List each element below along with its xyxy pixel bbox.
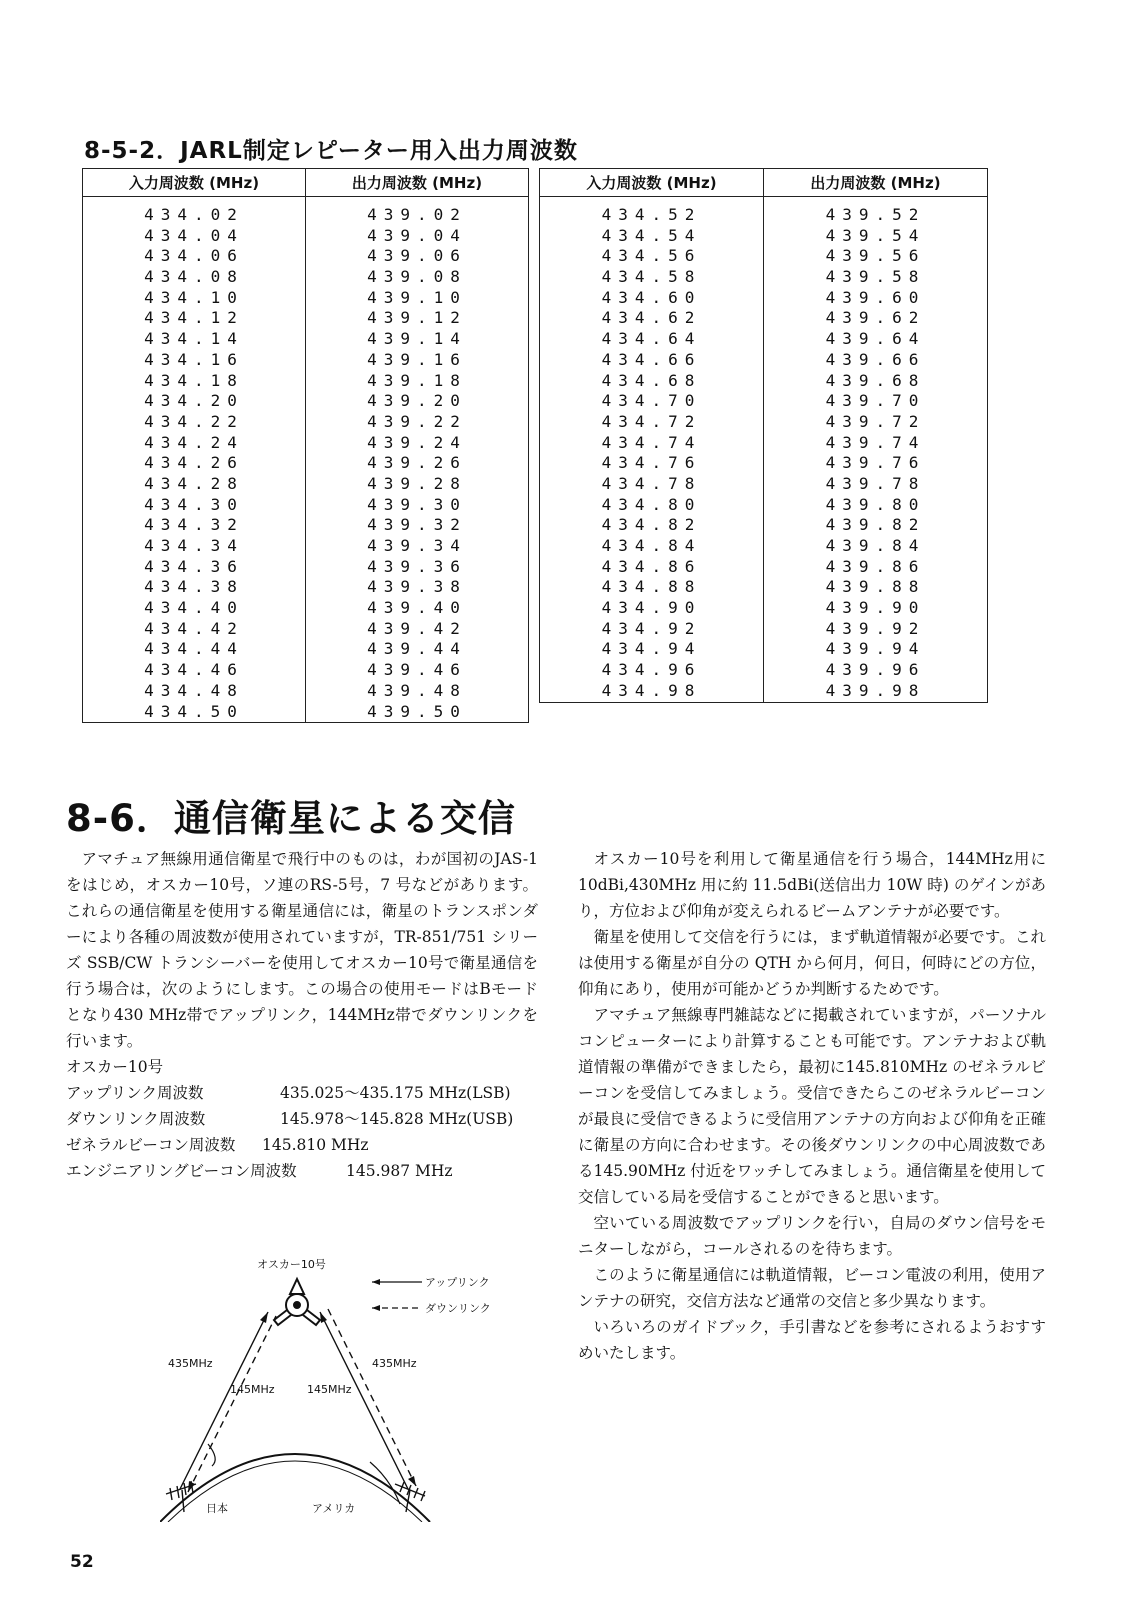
frequency-value: 434.58 bbox=[601, 267, 702, 287]
frequency-value: 434.40 bbox=[144, 598, 244, 618]
general-beacon-label: ゼネラルビーコン周波数 bbox=[66, 1136, 236, 1154]
frequency-value: 439.44 bbox=[367, 639, 467, 659]
input-frequency-column bbox=[83, 197, 305, 722]
frequency-value: 434.24 bbox=[144, 432, 244, 452]
frequency-value: 434.20 bbox=[144, 391, 244, 411]
input-frequency-column bbox=[540, 197, 763, 702]
uplink-label: アップリンク周波数 bbox=[66, 1084, 204, 1102]
frequency-value: 434.94 bbox=[601, 639, 702, 659]
frequency-value: 434.26 bbox=[144, 453, 244, 473]
frequency-value: 439.54 bbox=[825, 225, 926, 245]
output-frequency-column bbox=[764, 197, 987, 702]
frequency-value: 439.68 bbox=[825, 370, 926, 390]
intro-paragraph: アマチュア無線用通信衛星で飛行中のものは，わが国初のJAS-1をはじめ，オスカー10号，ソ連のRS-5号，7 号などがあります。これらの通信衛星を使用する衛星通信には，衛星のトランスポンダーにより各種の周波数が使用されていますが，TR-851/751 シリーズ SSB/CW トランシーバーを使用してオスカー10号で衛星通信を行う場合は，次のようにします。この場合の使用モードはBモードとなり430 MHz帯でアップリンク，144MHz帯でダウンリンクを行います。 bbox=[66, 850, 538, 1050]
frequency-value: 439.16 bbox=[367, 349, 467, 369]
frequency-value: 439.76 bbox=[825, 453, 926, 473]
downlink-value: 145.978〜145.828 MHz(USB) bbox=[280, 1110, 514, 1128]
frequency-value: 439.04 bbox=[367, 225, 467, 245]
left-uplink-frequency: 435MHz bbox=[168, 1357, 213, 1370]
paragraph: いろいろのガイドブック，手引書などを参考にされるようおすすめいたします。 bbox=[578, 1318, 1046, 1362]
frequency-value: 434.36 bbox=[144, 556, 244, 576]
left-text-column bbox=[66, 846, 538, 1184]
frequency-value: 434.48 bbox=[144, 680, 244, 700]
frequency-value: 439.30 bbox=[367, 494, 467, 514]
frequency-value: 439.02 bbox=[367, 205, 467, 224]
repeater-frequency-table-left bbox=[82, 168, 529, 723]
frequency-value: 439.56 bbox=[825, 246, 926, 266]
satellite-icon bbox=[274, 1279, 320, 1325]
frequency-value: 434.86 bbox=[601, 556, 702, 576]
frequency-value: 434.44 bbox=[144, 639, 244, 659]
frequency-value: 434.76 bbox=[601, 453, 702, 473]
frequency-value: 434.56 bbox=[601, 246, 702, 266]
frequency-value: 439.06 bbox=[367, 246, 467, 266]
frequency-value: 434.02 bbox=[144, 205, 244, 224]
frequency-value: 439.34 bbox=[367, 536, 467, 555]
antenna-right-icon bbox=[395, 1482, 425, 1512]
engineering-beacon-value: 145.987 MHz bbox=[346, 1162, 453, 1180]
frequency-value: 434.92 bbox=[601, 618, 702, 638]
frequency-value: 439.46 bbox=[367, 660, 467, 680]
downlink-row bbox=[66, 1106, 538, 1132]
page-number: 52 bbox=[70, 1552, 94, 1572]
frequency-value: 439.20 bbox=[367, 391, 467, 411]
frequency-value: 439.24 bbox=[367, 432, 467, 452]
svg-text:ダウンリンク: ダウンリンク bbox=[425, 1302, 491, 1315]
frequency-value: 434.10 bbox=[144, 287, 244, 307]
frequency-value: 434.50 bbox=[144, 701, 244, 721]
frequency-value: 434.70 bbox=[601, 391, 702, 411]
frequency-value: 439.60 bbox=[825, 287, 926, 307]
frequency-value: 439.78 bbox=[825, 473, 926, 493]
frequency-value: 439.98 bbox=[825, 680, 926, 700]
downlink-label: ダウンリンク周波数 bbox=[66, 1110, 206, 1128]
general-beacon-row bbox=[66, 1132, 538, 1158]
frequency-value: 439.66 bbox=[825, 349, 926, 369]
svg-text:アップリンク: アップリンク bbox=[425, 1276, 490, 1289]
frequency-value: 439.64 bbox=[825, 329, 926, 349]
section-852-heading: 8-5-2．JARL制定レピーター用入出力周波数 bbox=[84, 138, 578, 164]
repeater-frequency-table-right bbox=[539, 168, 988, 703]
column-header-input: 入力周波数 (MHz) bbox=[83, 169, 306, 197]
frequency-value: 434.78 bbox=[601, 473, 702, 493]
oscar-label: オスカー10号 bbox=[66, 1058, 164, 1076]
column-header-output: 出力周波数 (MHz) bbox=[764, 169, 988, 197]
frequency-value: 439.42 bbox=[367, 618, 467, 638]
engineering-beacon-row bbox=[66, 1158, 538, 1184]
legend-uplink bbox=[372, 1276, 490, 1289]
column-header-output: 出力周波数 (MHz) bbox=[306, 169, 529, 197]
japan-label: 日本 bbox=[206, 1502, 228, 1515]
frequency-value: 434.90 bbox=[601, 598, 702, 618]
frequency-value: 434.98 bbox=[601, 680, 702, 700]
frequency-value: 434.64 bbox=[601, 329, 702, 349]
downlink-line-left bbox=[188, 1316, 276, 1492]
frequency-value: 439.62 bbox=[825, 308, 926, 328]
frequency-value: 439.50 bbox=[367, 701, 467, 721]
paragraph: 衛星を使用して交信を行うには，まず軌道情報が必要です。これは使用する衛星が自分の QTH から何月，何日，何時にどの方位，仰角にあり，使用が可能かどうか判断するためです。 bbox=[578, 928, 1046, 998]
frequency-value: 439.48 bbox=[367, 680, 467, 700]
frequency-value: 439.12 bbox=[367, 308, 467, 328]
america-label: アメリカ bbox=[312, 1502, 356, 1515]
frequency-value: 434.22 bbox=[144, 411, 244, 431]
uplink-line-left bbox=[180, 1312, 268, 1489]
column-header-input: 入力周波数 (MHz) bbox=[540, 169, 764, 197]
frequency-value: 439.80 bbox=[825, 494, 926, 514]
uplink-value: 435.025〜435.175 MHz(LSB) bbox=[280, 1084, 511, 1102]
legend-downlink bbox=[372, 1302, 491, 1315]
frequency-value: 434.60 bbox=[601, 287, 702, 307]
frequency-value: 439.28 bbox=[367, 473, 467, 493]
frequency-value: 439.26 bbox=[367, 453, 467, 473]
frequency-value: 434.66 bbox=[601, 349, 702, 369]
frequency-value: 434.18 bbox=[144, 370, 244, 390]
frequency-value: 434.14 bbox=[144, 329, 244, 349]
frequency-value: 434.84 bbox=[601, 536, 702, 555]
frequency-value: 439.94 bbox=[825, 639, 926, 659]
frequency-value: 434.82 bbox=[601, 515, 702, 535]
frequency-value: 439.96 bbox=[825, 660, 926, 680]
frequency-value: 434.34 bbox=[144, 536, 244, 555]
frequency-value: 439.86 bbox=[825, 556, 926, 576]
uplink-row bbox=[66, 1080, 538, 1106]
satellite-label: オスカー10号 bbox=[257, 1258, 326, 1271]
paragraph: アマチュア無線専門雑誌などに掲載されていますが，パーソナルコンピューターにより計算することも可能です。アンテナおよび軌道情報の準備ができましたら，最初に145.810MHz のゼネラルビーコンを受信してみましょう。受信できたらこのゼネラルビーコンが最良に受信できるように受信用アンテナの方向および仰角を正確に衛星の方向に合わせます。その後ダウンリンクの中心周波数である145.90MHz 付近をワッチしてみましょう。通信衛星を使用して交信している局を受信することができると思います。 bbox=[578, 1006, 1046, 1206]
right-downlink-frequency: 145MHz bbox=[307, 1383, 352, 1396]
frequency-value: 439.88 bbox=[825, 577, 926, 597]
frequency-value: 434.04 bbox=[144, 225, 244, 245]
paragraph: 空いている周波数でアップリンクを行い，自局のダウン信号をモニターしながら，コールされるのを待ちます。 bbox=[578, 1214, 1046, 1258]
frequency-value: 434.80 bbox=[601, 494, 702, 514]
right-text-column bbox=[578, 846, 1046, 1366]
general-beacon-value: 145.810 MHz bbox=[262, 1136, 369, 1154]
satellite-link-diagram bbox=[160, 1254, 530, 1522]
left-downlink-frequency: 145MHz bbox=[230, 1383, 275, 1396]
frequency-value: 434.88 bbox=[601, 577, 702, 597]
frequency-value: 439.70 bbox=[825, 391, 926, 411]
frequency-value: 439.90 bbox=[825, 598, 926, 618]
frequency-value: 439.82 bbox=[825, 515, 926, 535]
earth-surface bbox=[160, 1454, 430, 1522]
frequency-value: 439.38 bbox=[367, 577, 467, 597]
engineering-beacon-label: エンジニアリングビーコン周波数 bbox=[66, 1162, 297, 1180]
frequency-value: 434.08 bbox=[144, 267, 244, 287]
frequency-value: 439.52 bbox=[825, 205, 926, 224]
frequency-value: 439.92 bbox=[825, 618, 926, 638]
right-uplink-frequency: 435MHz bbox=[372, 1357, 417, 1370]
frequency-value: 434.28 bbox=[144, 473, 244, 493]
frequency-value: 434.72 bbox=[601, 411, 702, 431]
japan-coast bbox=[208, 1444, 215, 1466]
frequency-value: 434.30 bbox=[144, 494, 244, 514]
frequency-value: 434.16 bbox=[144, 349, 244, 369]
frequency-value: 434.06 bbox=[144, 246, 244, 266]
paragraph: このように衛星通信には軌道情報，ビーコン電波の利用，使用アンテナの研究，交信方法など通常の交信と多少異なります。 bbox=[578, 1266, 1046, 1310]
frequency-value: 439.18 bbox=[367, 370, 467, 390]
paragraph: オスカー10号を利用して衛星通信を行う場合，144MHz用に 10dBi,430MHz 用に約 11.5dBi(送信出力 10W 時) のゲインがあり，方位および仰角が変えられるビームアンテナが必要です。 bbox=[578, 850, 1046, 920]
frequency-value: 434.32 bbox=[144, 515, 244, 535]
frequency-value: 439.14 bbox=[367, 329, 467, 349]
frequency-value: 434.52 bbox=[601, 205, 702, 224]
frequency-value: 434.38 bbox=[144, 577, 244, 597]
frequency-value: 439.08 bbox=[367, 267, 467, 287]
frequency-value: 439.72 bbox=[825, 411, 926, 431]
frequency-value: 439.36 bbox=[367, 556, 467, 576]
coastline bbox=[370, 1462, 400, 1504]
frequency-value: 434.96 bbox=[601, 660, 702, 680]
frequency-value: 434.74 bbox=[601, 432, 702, 452]
section-86-heading: 8-6．通信衛星による交信 bbox=[66, 797, 516, 840]
frequency-value: 434.12 bbox=[144, 308, 244, 328]
frequency-value: 439.74 bbox=[825, 432, 926, 452]
frequency-value: 439.22 bbox=[367, 411, 467, 431]
frequency-value: 434.68 bbox=[601, 370, 702, 390]
frequency-value: 439.10 bbox=[367, 287, 467, 307]
frequency-value: 434.62 bbox=[601, 308, 702, 328]
frequency-value: 439.32 bbox=[367, 515, 467, 535]
frequency-value: 439.58 bbox=[825, 267, 926, 287]
frequency-value: 434.54 bbox=[601, 225, 702, 245]
frequency-value: 434.46 bbox=[144, 660, 244, 680]
frequency-value: 434.42 bbox=[144, 618, 244, 638]
uplink-line-right bbox=[320, 1312, 408, 1489]
output-frequency-column bbox=[306, 197, 528, 722]
downlink-line-right bbox=[328, 1309, 416, 1486]
frequency-value: 439.40 bbox=[367, 598, 467, 618]
frequency-value: 439.84 bbox=[825, 536, 926, 555]
